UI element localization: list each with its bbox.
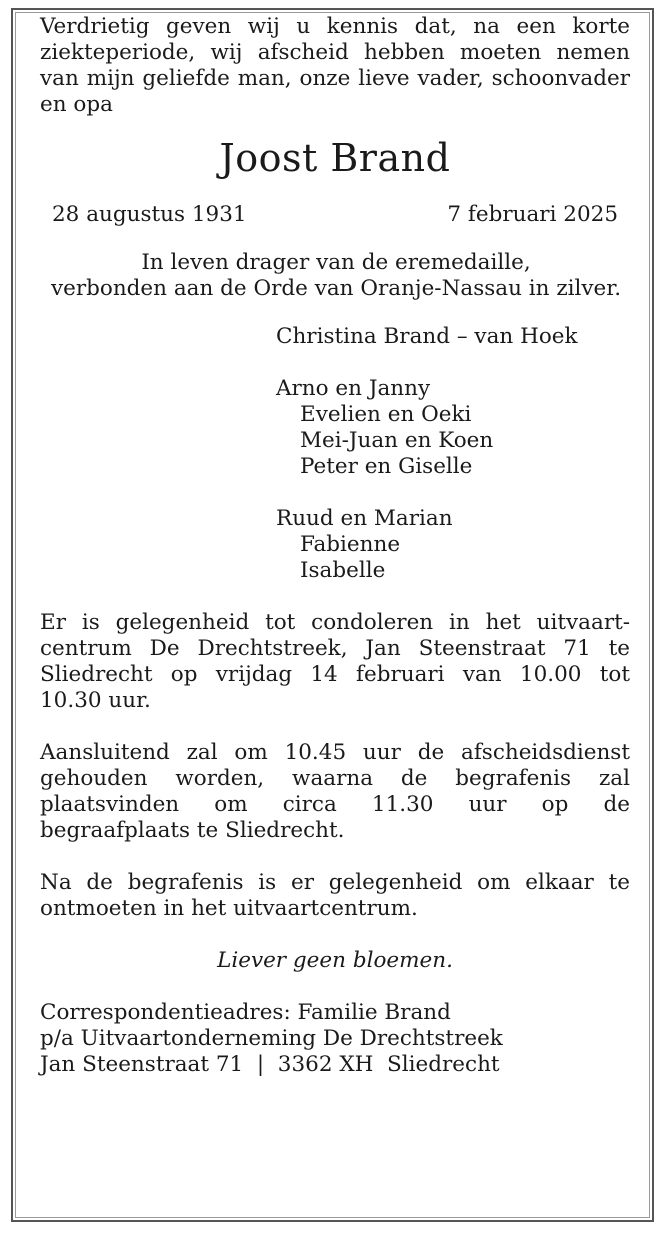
family-group-head: Ruud en Marian	[276, 506, 453, 531]
text-line: plaatsvinden om circa 11.30 uur op de	[40, 792, 630, 817]
address-line: Jan Steenstraat 71 | 3362 XH Sliedrecht	[40, 1052, 500, 1077]
family-list	[276, 324, 630, 584]
address-line: Correspondentieadres: Familie Brand	[40, 1000, 451, 1025]
family-group	[276, 506, 630, 584]
text-line: Sliedrecht op vrijdag 14 februari van 10.00 tot	[40, 662, 630, 687]
family-group	[276, 376, 630, 480]
text-line: Er is gelegenheid tot condoleren in het uitvaart-	[40, 610, 630, 635]
birth-date: 28 augustus 1931	[52, 202, 247, 227]
honour-line: verbonden aan de Orde van Oranje-Nassau in zilver.	[50, 276, 622, 301]
honour-text	[28, 250, 644, 302]
life-dates	[40, 202, 630, 228]
family-member: Isabelle	[300, 558, 386, 583]
text-line: gehouden worden, waarna de begrafenis zal	[40, 766, 630, 791]
family-member: Evelien en Oeki	[300, 402, 472, 427]
no-flowers-note: Liever geen bloemen.	[217, 948, 453, 973]
family-member: Fabienne	[300, 532, 401, 557]
correspondence-address	[40, 1000, 630, 1078]
honour-line: In leven drager van de eremedaille,	[141, 250, 531, 275]
text-line: Aansluitend zal om 10.45 uur de afscheidsdienst	[40, 740, 630, 765]
death-date: 7 februari 2025	[447, 202, 618, 227]
family-member: Peter en Giselle	[300, 454, 473, 479]
text-line: ontmoeten in het uitvaartcentrum.	[40, 896, 418, 921]
text-line: 10.30 uur.	[40, 688, 151, 713]
intro-text: Verdrietig geven wij u kennis dat, na een korte ziekteperiode, wij afscheid hebben moeten nemen van mijn geliefde man, onze lieve vader, schoonvader en opa	[40, 14, 630, 117]
text-line: begraafplaats te Sliedrecht.	[40, 818, 345, 843]
address-line: p/a Uitvaartonderneming De Drechtstreek	[40, 1026, 503, 1051]
deceased-name: Joost Brand	[219, 136, 451, 180]
obituary-announcement	[40, 14, 630, 1078]
gathering-text	[40, 870, 630, 922]
family-group-head: Arno en Janny	[276, 376, 431, 401]
family-member: Mei-Juan en Koen	[300, 428, 494, 453]
service-text	[40, 740, 630, 844]
text-line: Na de begrafenis is er gelegenheid om elkaar te	[40, 870, 630, 895]
text-line: centrum De Drechtstreek, Jan Steenstraat 71 te	[40, 636, 630, 661]
spouse: Christina Brand – van Hoek	[276, 324, 578, 349]
condolence-text	[40, 610, 630, 714]
